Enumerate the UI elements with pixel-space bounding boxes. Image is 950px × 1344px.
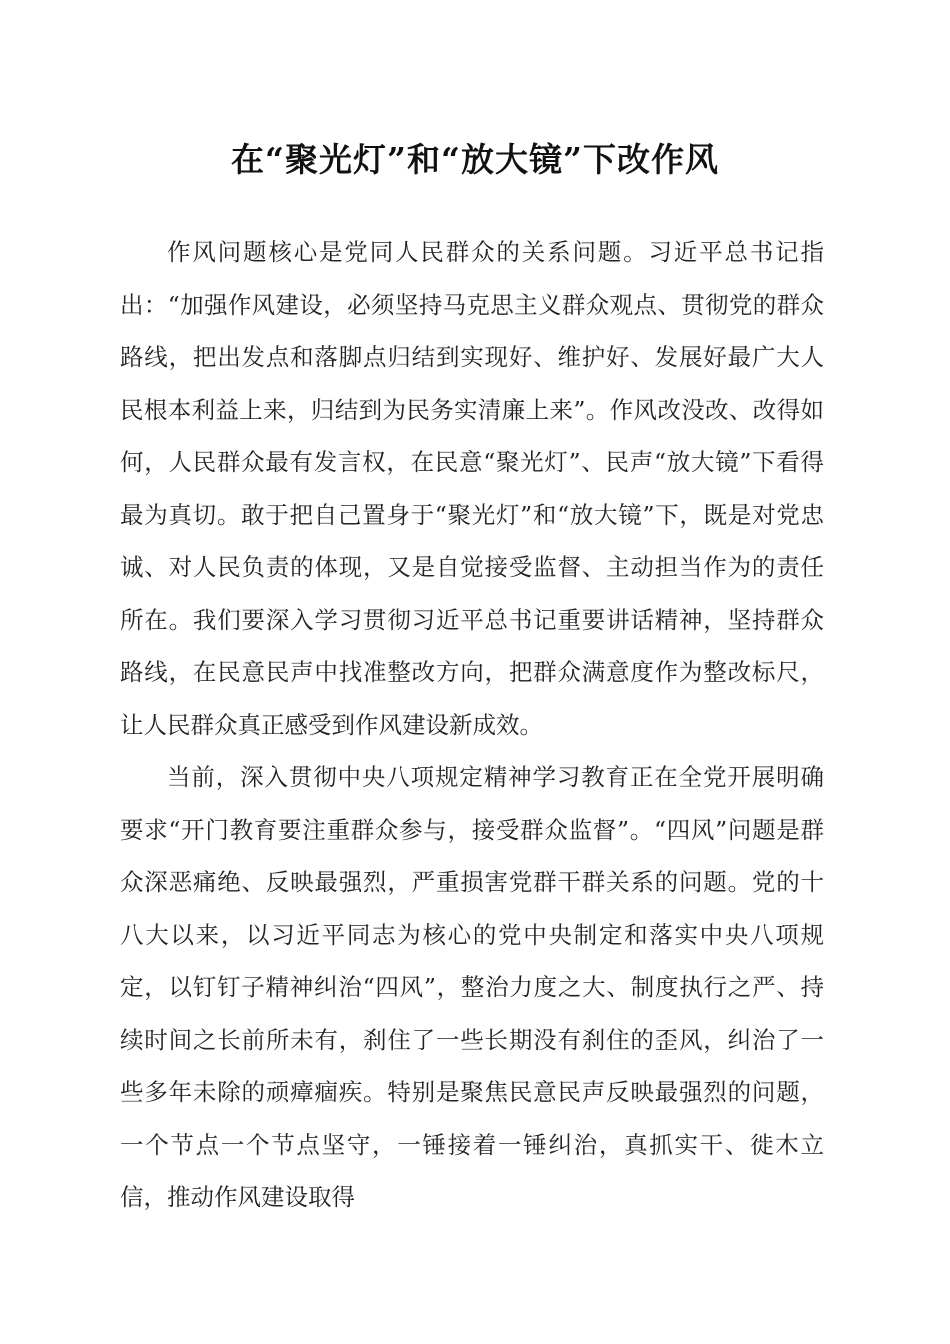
document-body [120,226,824,1224]
paragraph-2: 当前，深入贯彻中央八项规定精神学习教育正在全党开展明确要求“开门教育要注重群众参与，接受群众监督”。“四风”问题是群众深恶痛绝、反映最强烈，严重损害党群干群关系的问题。党的十八大以来，以习近平同志为核心的党中央制定和落实中央八项规定，以钉钉子精神纠治“四风”，整治力度之大、制度执行之严、持续时间之长前所未有，刹住了一些长期没有刹住的歪风，纠治了一些多年未除的顽瘴痼疾。特别是聚焦民意民声反映最强烈的问题，一个节点一个节点坚守，一锤接着一锤纠治，真抓实干、徙木立信，推动作风建设取得 [120,763,824,1211]
document-title: 在“聚光灯”和“放大镜”下改作风 [231,140,719,179]
paragraph-1: 作风问题核心是党同人民群众的关系问题。习近平总书记指出：“加强作风建设，必须坚持马克思主义群众观点、贯彻党的群众路线，把出发点和落脚点归结到实现好、维护好、发展好最广大人民根本利益上来，归结到为民务实清廉上来”。作风改没改、改得如何，人民群众最有发言权，在民意“聚光灯”、民声“放大镜”下看得最为真切。敢于把自己置身于“聚光灯”和“放大镜”下，既是对党忠诚、对人民负责的体现，又是自觉接受监督、主动担当作为的责任所在。我们要深入学习贯彻习近平总书记重要讲话精神，坚持群众路线，在民意民声中找准整改方向，把群众满意度作为整改标尺，让人民群众真正感受到作风建设新成效。 [120,238,824,739]
